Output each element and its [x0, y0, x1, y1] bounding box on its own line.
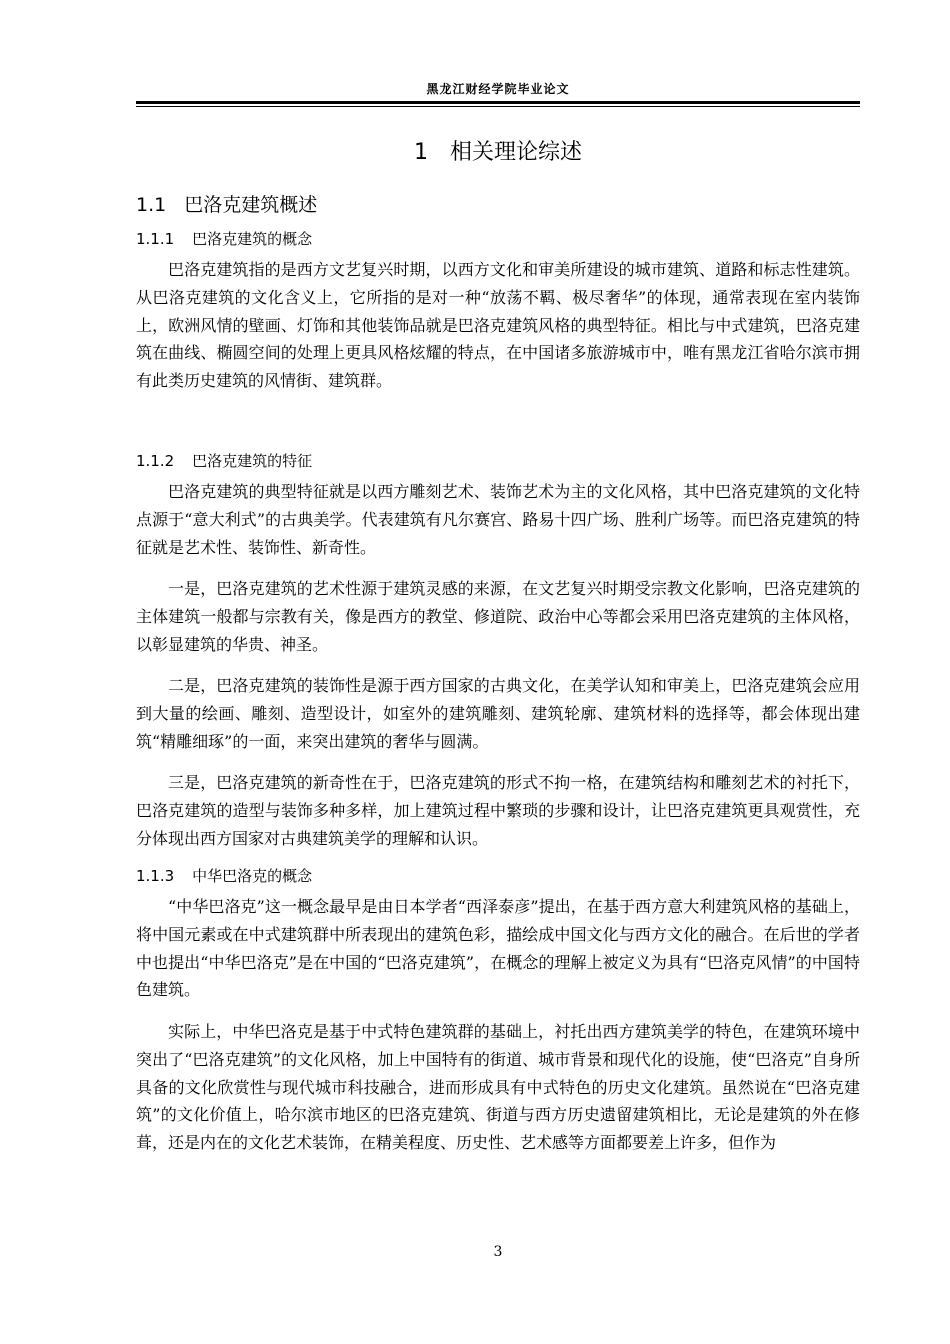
paragraph: 三是，巴洛克建筑的新奇性在于，巴洛克建筑的形式不拘一格，在建筑结构和雕刻艺术的衬托下，巴洛克建筑的造型与装饰多种多样，加上建筑过程中繁琐的步骤和设计，让巴洛克建筑更具观赏性，充分体现出西方国家对古典建筑美学的理解和认识。	[136, 773, 860, 848]
subsection-number: 1.1.2	[136, 452, 175, 470]
header-rule-thick	[136, 101, 860, 104]
paragraph: 巴洛克建筑指的是西方文艺复兴时期，以西方文化和审美所建设的城市建筑、道路和标志性建筑。从巴洛克建筑的文化含义上，它所指的是对一种“放荡不羁、极尽奢华”的体现，通常表现在室内装饰上，欧洲风情的壁画、灯饰和其他装饰品就是巴洛克建筑风格的典型特征。相比与中式建筑，巴洛克建筑在曲线、椭圆空间的处理上更具风格炫耀的特点，在中国诸多旅游城市中，唯有黑龙江省哈尔滨市拥有此类历史建筑的风情街、建筑群。	[136, 260, 860, 391]
section-number: 1.1	[136, 194, 167, 216]
paragraph: “中华巴洛克”这一概念最早是由日本学者“西泽泰彦”提出，在基于西方意大利建筑风格的基础上，将中国元素或在中式建筑群中所表现出的建筑色彩，描绘成中国文化与西方文化的融合。在后世的学者中也提出“中华巴洛克”是在中国的“巴洛克建筑”，在概念的理解上被定义为具有“巴洛克风情”的中国特色建筑。	[136, 897, 860, 1000]
subsection-number: 1.1.1	[136, 230, 175, 248]
paragraph: 巴洛克建筑的典型特征就是以西方雕刻艺术、装饰艺术为主的文化风格，其中巴洛克建筑的文化特点源于“意大利式”的古典美学。代表建筑有凡尔赛宫、路易十四广场、胜利广场等。而巴洛克建筑的特征就是艺术性、装饰性、新奇性。	[136, 482, 860, 557]
header-rule-thin	[136, 106, 860, 107]
subsection-title: 巴洛克建筑的概念	[192, 230, 313, 248]
subsection-heading-1-1-3	[136, 865, 312, 886]
paragraph: 二是，巴洛克建筑的装饰性是源于西方国家的古典文化，在美学认知和审美上，巴洛克建筑会应用到大量的绘画、雕刻、造型设计，如室外的建筑雕刻、建筑轮廓、建筑材料的选择等，都会体现出建筑“精雕细琢”的一面，来突出建筑的奢华与圆满。	[136, 676, 860, 751]
paragraph: 一是，巴洛克建筑的艺术性源于建筑灵感的来源，在文艺复兴时期受宗教文化影响，巴洛克建筑的主体建筑一般都与宗教有关，像是西方的教堂、修道院、政治中心等都会采用巴洛克建筑的主体风格，以彰显建筑的华贵、神圣。	[136, 579, 860, 654]
subsection-number: 1.1.3	[136, 867, 175, 885]
section-heading	[136, 190, 317, 217]
running-header: 黑龙江财经学院毕业论文	[426, 82, 570, 96]
chapter-number: 1	[413, 140, 428, 165]
subsection-title: 中华巴洛克的概念	[192, 867, 313, 885]
chapter-title	[136, 135, 860, 166]
subsection-heading-1-1-1	[136, 228, 312, 249]
subsection-title: 巴洛克建筑的特征	[192, 452, 313, 470]
page-number: 3	[493, 1244, 503, 1260]
paragraph: 实际上，中华巴洛克是基于中式特色建筑群的基础上，衬托出西方建筑美学的特色，在建筑环境中突出了“巴洛克建筑”的文化风格，加上中国特有的街道、城市背景和现代化的设施，使“巴洛克”自身所具备的文化欣赏性与现代城市科技融合，进而形成具有中式特色的历史文化建筑。虽然说在“巴洛克建筑”的文化价值上，哈尔滨市地区的巴洛克建筑、街道与西方历史遗留建筑相比，无论是建筑的外在修葺，还是内在的文化艺术装饰，在精美程度、历史性、艺术感等方面都要差上许多，但作为	[136, 1022, 860, 1153]
chapter-title-text: 相关理论综述	[449, 140, 582, 165]
subsection-heading-1-1-2	[136, 450, 312, 471]
section-title: 巴洛克建筑概述	[184, 194, 318, 216]
